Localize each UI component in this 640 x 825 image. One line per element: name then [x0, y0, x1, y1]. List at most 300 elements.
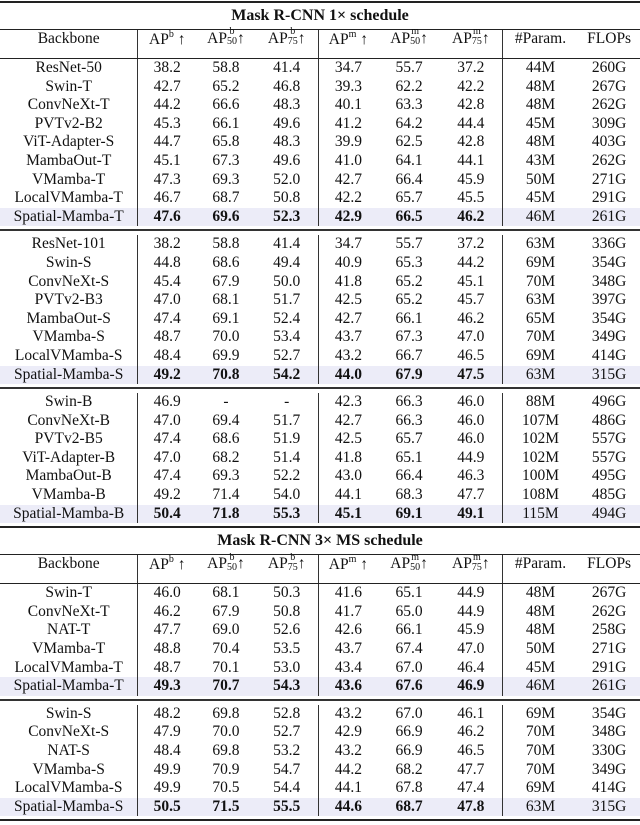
backbone-name: Spatial-Mamba-B: [13, 504, 125, 522]
table-cell: 45.1: [318, 505, 379, 524]
backbone-name: PVTv2-B5: [34, 430, 103, 448]
table-cell: 315G: [591, 365, 627, 383]
table-cell: 48M: [502, 133, 579, 152]
table-row: [0, 189, 640, 208]
table-cell: 68.2: [212, 448, 240, 466]
table-cell: 50.4: [137, 505, 196, 524]
table-cell: 37.2: [457, 59, 485, 76]
table-cell: 354G: [591, 253, 627, 271]
table-row: [0, 621, 640, 640]
table-cell: 65.1: [395, 448, 423, 466]
table-cell: 41.8: [318, 273, 379, 292]
backbone-name: Spatial-Mamba-S: [14, 797, 124, 815]
table-cell: 69M: [502, 254, 579, 273]
backbone-name: Swin-B: [44, 393, 93, 411]
table-cell: 44.2: [318, 761, 379, 780]
table-cell: 67.0: [395, 704, 423, 722]
table-cell: 46.2: [137, 603, 196, 622]
table-cell: 66.1: [212, 114, 240, 132]
table-cell: 43.2: [318, 347, 379, 366]
table-cell: 100M: [502, 467, 579, 486]
table-cell: 43.2: [318, 742, 379, 761]
table-cell: 47.7: [137, 621, 196, 640]
header-sub: 50: [410, 36, 421, 48]
table-cell: 54.2: [273, 365, 301, 383]
header-base: AP: [149, 31, 169, 49]
table-cell: 62.2: [395, 77, 423, 95]
table-cell: 44.1: [318, 779, 379, 798]
table-cell: 495G: [591, 467, 627, 485]
table-cell: 63M: [502, 291, 579, 310]
table-cell: 69M: [502, 705, 579, 724]
table-cell: 41.0: [318, 152, 379, 171]
table-cell: 88M: [502, 393, 579, 412]
table-cell: 43M: [502, 152, 579, 171]
backbone-name: LocalVMamba-T: [14, 658, 123, 676]
section-title: Mask R-CNN 1× schedule: [0, 1, 640, 29]
table-cell: 41.7: [318, 603, 379, 622]
table-row: [0, 705, 640, 724]
table-row: [0, 779, 640, 798]
table-cell: 47.0: [457, 640, 485, 658]
table-cell: 42.9: [318, 723, 379, 742]
up-arrow-icon: ↑: [481, 30, 490, 47]
table-cell: 42.7: [318, 412, 379, 431]
table-cell: 43.4: [318, 659, 379, 678]
section-title: Mask R-CNN 3× MS schedule: [0, 526, 640, 554]
table-cell: 70.0: [212, 723, 240, 741]
table-cell: 102M: [502, 449, 579, 468]
header-script: [410, 27, 420, 47]
table-cell: 66.3: [395, 393, 423, 411]
table-cell: 52.2: [273, 467, 301, 485]
column-header: [137, 555, 196, 583]
table-cell: 49.4: [273, 253, 301, 271]
table-cell: 50.3: [273, 584, 301, 602]
highlighted-table-row: [0, 366, 640, 385]
table-cell: 45.9: [457, 621, 485, 639]
backbone-name: MambaOut-B: [25, 467, 112, 485]
table-cell: 63M: [502, 235, 579, 254]
table-cell: 46.2: [457, 309, 485, 327]
table-row: [0, 467, 640, 486]
table-cell: 48.3: [273, 133, 301, 151]
column-header: [578, 555, 640, 583]
backbone-name: PVTv2-B3: [34, 291, 103, 309]
table-cell: 65.0: [395, 602, 423, 620]
header-sup: m: [472, 551, 481, 563]
table-cell: 48.8: [137, 640, 196, 659]
header-base: AP: [390, 30, 411, 47]
header-base: Backbone: [37, 555, 100, 573]
header-sup: m: [472, 26, 481, 38]
table-cell: 267G: [591, 584, 627, 602]
table-cell: 354G: [591, 309, 627, 327]
table-cell: 69.4: [212, 411, 240, 429]
table-cell: 271G: [591, 640, 627, 658]
table-cell: 315G: [591, 797, 627, 815]
table-cell: 42.5: [318, 430, 379, 449]
backbone-name: PVTv2-B2: [34, 114, 103, 132]
table-cell: 66.4: [395, 467, 423, 485]
backbone-name: VMamba-T: [32, 640, 106, 658]
row-group: [0, 387, 640, 526]
table-row: [0, 603, 640, 622]
table-cell: 49.1: [457, 504, 485, 522]
table-cell: 44.9: [457, 602, 485, 620]
table-cell: 354G: [591, 704, 627, 722]
table-cell: 46.0: [137, 584, 196, 603]
table-cell: 39.9: [318, 133, 379, 152]
table-cell: 52.8: [273, 704, 301, 722]
table-cell: 44.1: [318, 486, 379, 505]
table-cell: 55.5: [273, 797, 301, 815]
header-script: [288, 553, 298, 573]
up-arrow-icon: ↑: [297, 30, 306, 47]
column-header: [196, 26, 256, 58]
table-cell: 71.5: [212, 797, 240, 815]
backbone-name: NAT-S: [47, 742, 90, 759]
table-row: [0, 659, 640, 678]
table-cell: 414G: [591, 346, 627, 364]
table-row: [0, 310, 640, 329]
column-header: [440, 26, 502, 58]
header-script: [472, 553, 482, 573]
table-cell: 66.9: [395, 723, 423, 741]
table-cell: 46M: [502, 208, 579, 227]
backbone-name: LocalVMamba-S: [14, 346, 123, 364]
up-arrow-icon: ↑: [297, 555, 306, 573]
table-cell: 46.5: [457, 346, 485, 364]
backbone-name: ConvNeXt-T: [27, 602, 110, 620]
table-cell: 70.0: [212, 328, 240, 346]
table-cell: 46.8: [273, 77, 301, 95]
table-cell: 49.2: [137, 486, 196, 505]
table-cell: 34.7: [318, 59, 379, 78]
table-cell: 50M: [502, 640, 579, 659]
table-cell: 52.0: [273, 170, 301, 188]
table-cell: 46.9: [137, 393, 196, 412]
table-cell: 65.2: [212, 77, 240, 95]
table-cell: 69.3: [212, 170, 240, 188]
table-cell: 42.8: [457, 133, 485, 151]
table-cell: 54.4: [273, 779, 301, 797]
table-cell: 48M: [502, 96, 579, 115]
up-arrow-icon: ↑: [177, 31, 186, 49]
table-cell: 496G: [591, 393, 627, 411]
table-cell: 37.2: [457, 235, 485, 253]
table-cell: 51.7: [273, 291, 301, 309]
table-cell: 65.3: [395, 253, 423, 271]
table-row: [0, 96, 640, 115]
table-cell: 69.8: [212, 704, 240, 722]
backbone-name: ViT-Adapter-B: [22, 448, 116, 466]
table-cell: 70M: [502, 761, 579, 780]
table-cell: 262G: [591, 602, 627, 620]
table-cell: 50.5: [137, 798, 196, 817]
table-cell: 42.5: [318, 291, 379, 310]
column-header: [440, 551, 502, 583]
table-row: [0, 393, 640, 412]
table-cell: 64.1: [395, 151, 423, 169]
header-sub: 50: [226, 36, 237, 48]
table-cell: 49.2: [137, 366, 196, 385]
up-arrow-icon: ↑: [177, 556, 186, 574]
header-sup: b: [229, 26, 235, 38]
table-cell: 43.7: [318, 328, 379, 347]
header-script: [288, 27, 298, 47]
table-cell: 71.8: [212, 504, 240, 522]
table-cell: 47.4: [137, 467, 196, 486]
table-cell: 41.8: [318, 449, 379, 468]
table-cell: 54.0: [273, 486, 301, 504]
highlighted-table-row: [0, 677, 640, 696]
table-cell: 47.9: [137, 723, 196, 742]
table-cell: 55.7: [395, 235, 423, 253]
table-cell: 49.6: [273, 151, 301, 169]
table-cell: 50.8: [273, 602, 301, 620]
table-cell: 46.0: [457, 411, 485, 429]
table-cell: 45M: [502, 189, 579, 208]
table-row: [0, 742, 640, 761]
table-row: [0, 273, 640, 292]
table-cell: 42.2: [457, 77, 485, 95]
table-cell: 69.1: [212, 309, 240, 327]
table-cell: 67.0: [395, 658, 423, 676]
header-script: [410, 553, 420, 573]
table-cell: 69.8: [212, 742, 240, 759]
table-cell: 65M: [502, 310, 579, 329]
table-cell: 261G: [591, 207, 627, 225]
table-cell: 53.0: [273, 658, 301, 676]
highlighted-table-row: [0, 505, 640, 524]
table-cell: -: [223, 393, 229, 411]
table-cell: 115M: [502, 505, 579, 524]
table-cell: 67.8: [395, 779, 423, 797]
table-row: [0, 640, 640, 659]
table-cell: 46.5: [457, 742, 485, 759]
table-cell: 46.7: [137, 189, 196, 208]
table-cell: 67.3: [212, 151, 240, 169]
table-cell: 43.7: [318, 640, 379, 659]
table-cell: 49.6: [273, 114, 301, 132]
up-arrow-icon: ↑: [481, 555, 490, 573]
table-cell: 69M: [502, 779, 579, 798]
table-cell: 48.3: [273, 96, 301, 114]
table-section: [0, 526, 640, 819]
table-row: [0, 133, 640, 152]
table-cell: 54.3: [273, 677, 301, 695]
table-row: [0, 328, 640, 347]
table-cell: 68.2: [395, 760, 423, 778]
table-cell: 48.4: [137, 742, 196, 761]
table-row: [0, 584, 640, 603]
table-cell: 403G: [591, 133, 627, 151]
backbone-name: ResNet-101: [31, 235, 106, 253]
table-cell: 55.3: [273, 504, 301, 522]
table-cell: 47.4: [137, 310, 196, 329]
backbone-name: ConvNeXt-S: [28, 723, 110, 741]
table-cell: 70.7: [212, 677, 240, 695]
table-cell: 70.5: [212, 779, 240, 797]
table-cell: 38.2: [137, 59, 196, 78]
table-cell: 65.8: [212, 133, 240, 151]
table-cell: 46.4: [457, 658, 485, 676]
table-cell: 65.7: [395, 430, 423, 448]
table-cell: 43.2: [318, 705, 379, 724]
up-arrow-icon: ↑: [420, 555, 428, 573]
table-cell: 47.4: [137, 430, 196, 449]
table-cell: 69.0: [212, 621, 240, 639]
table-cell: 70M: [502, 742, 579, 761]
table-cell: 70M: [502, 273, 579, 292]
table-cell: 62.5: [395, 133, 423, 151]
table-row: [0, 59, 640, 78]
table-cell: 47.6: [137, 208, 196, 227]
table-row: [0, 235, 640, 254]
table-cell: 53.5: [273, 640, 301, 658]
backbone-name: Swin-T: [45, 77, 92, 95]
table-cell: 414G: [591, 779, 627, 797]
table-cell: 67.9: [212, 272, 240, 290]
table-cell: 260G: [591, 59, 627, 76]
table-cell: 49.9: [137, 761, 196, 780]
table-cell: 102M: [502, 430, 579, 449]
backbone-name: Swin-T: [45, 584, 92, 602]
backbone-name: ConvNeXt-S: [28, 272, 110, 290]
table-cell: 44.1: [457, 151, 485, 169]
table-cell: 108M: [502, 486, 579, 505]
table-cell: 262G: [591, 96, 627, 114]
table-cell: 45.3: [137, 115, 196, 134]
table-cell: 53.4: [273, 328, 301, 346]
table-cell: 47.0: [137, 291, 196, 310]
header-sub: 75: [287, 36, 298, 48]
header-base: AP: [267, 555, 288, 573]
table-cell: 42.2: [318, 189, 379, 208]
table-cell: 70.1: [212, 658, 240, 676]
table-cell: 42.7: [318, 171, 379, 190]
table-cell: 70.8: [212, 365, 240, 383]
header-base: AP: [149, 556, 169, 574]
column-header: [0, 30, 137, 58]
table-cell: 45.5: [457, 189, 485, 207]
table-cell: 45.4: [137, 273, 196, 292]
header-base: FLOPs: [587, 555, 632, 573]
table-cell: 70M: [502, 328, 579, 347]
table-cell: 44.0: [318, 366, 379, 385]
backbone-name: Swin-S: [45, 253, 92, 271]
table-cell: 68.7: [212, 189, 240, 207]
table-cell: 348G: [591, 723, 627, 741]
table-cell: 46.3: [457, 467, 485, 485]
backbone-name: VMamba-S: [32, 760, 105, 778]
table-cell: 107M: [502, 412, 579, 431]
table-cell: 66.4: [395, 170, 423, 188]
header-base: FLOPs: [587, 30, 632, 47]
backbone-name: VMamba-T: [32, 170, 106, 188]
backbone-name: Spatial-Mamba-T: [13, 677, 124, 695]
backbone-name: ConvNeXt-T: [27, 96, 110, 114]
table-cell: 68.6: [212, 253, 240, 271]
table-cell: 557G: [591, 430, 627, 448]
table-row: [0, 723, 640, 742]
table-cell: 46.0: [457, 430, 485, 448]
table-cell: 47.0: [457, 328, 485, 346]
table-cell: 70M: [502, 723, 579, 742]
table-cell: 47.0: [137, 412, 196, 431]
header-sup: b: [229, 551, 235, 563]
table-cell: 66.5: [395, 207, 423, 225]
row-group: [0, 59, 640, 229]
table-cell: 330G: [591, 742, 627, 759]
header-sup: b: [290, 551, 296, 563]
table-cell: 50.8: [273, 189, 301, 207]
table-cell: 63M: [502, 366, 579, 385]
table-cell: 68.1: [212, 291, 240, 309]
table-cell: 45M: [502, 115, 579, 134]
table-row: [0, 486, 640, 505]
header-sub: 75: [287, 561, 298, 573]
table-cell: 38.2: [137, 235, 196, 254]
highlighted-table-row: [0, 208, 640, 227]
table-cell: 42.7: [318, 310, 379, 329]
table-cell: 48M: [502, 621, 579, 640]
table-cell: 46.2: [457, 723, 485, 741]
table-cell: 46.9: [457, 677, 485, 695]
table-cell: 48M: [502, 603, 579, 622]
table-cell: 52.7: [273, 723, 301, 741]
table-cell: 43.0: [318, 467, 379, 486]
table-row: [0, 430, 640, 449]
table-cell: 64.2: [395, 114, 423, 132]
table-cell: 65.2: [395, 291, 423, 309]
table-cell: 69.3: [212, 467, 240, 485]
table-cell: 397G: [591, 291, 627, 309]
column-header: [0, 555, 137, 583]
table-cell: 52.7: [273, 346, 301, 364]
header-sup: b: [290, 26, 296, 38]
table-cell: 69.6: [212, 207, 240, 225]
table-cell: 44.2: [457, 253, 485, 271]
table-cell: 48.2: [137, 705, 196, 724]
header-sub: 75: [471, 561, 482, 573]
table-cell: 47.3: [137, 171, 196, 190]
header-base: AP: [207, 30, 227, 47]
table-cell: 66.9: [395, 742, 423, 759]
table-row: [0, 761, 640, 780]
table-cell: 48M: [502, 78, 579, 97]
table-cell: 258G: [591, 621, 627, 639]
results-table: [0, 1, 640, 821]
table-cell: 50M: [502, 171, 579, 190]
table-cell: 67.4: [395, 640, 423, 658]
table-cell: 67.9: [395, 365, 423, 383]
table-cell: 44.4: [457, 114, 485, 132]
backbone-name: LocalVMamba-S: [14, 779, 123, 797]
backbone-name: MambaOut-S: [26, 309, 111, 327]
table-cell: 46.1: [457, 704, 485, 722]
table-cell: 63.3: [395, 96, 423, 114]
bottom-rule: [0, 819, 640, 821]
header-row: [0, 26, 640, 59]
header-script: [227, 553, 237, 573]
table-row: [0, 152, 640, 171]
table-cell: 39.3: [318, 78, 379, 97]
backbone-name: ViT-Adapter-S: [23, 133, 115, 151]
table-cell: 291G: [591, 189, 627, 207]
table-row: [0, 291, 640, 310]
